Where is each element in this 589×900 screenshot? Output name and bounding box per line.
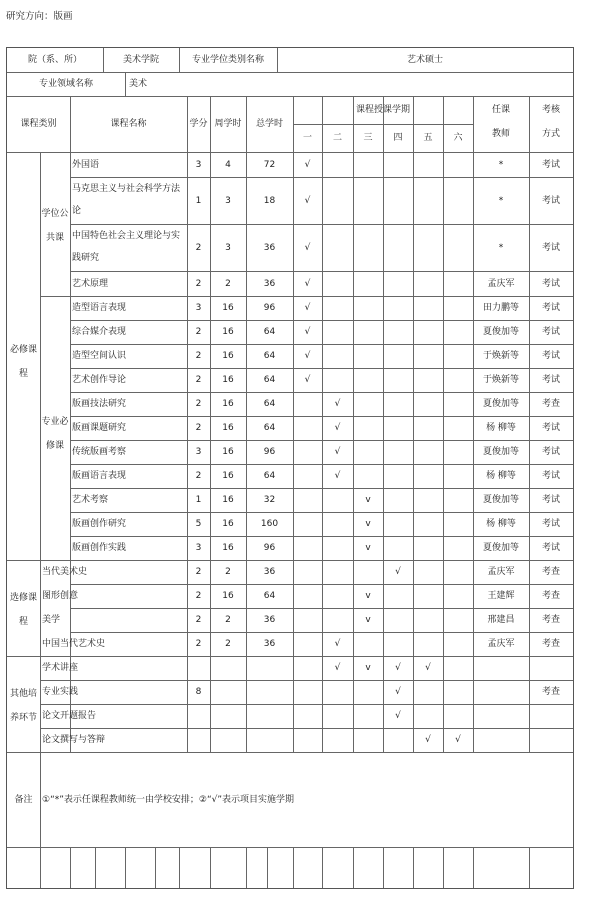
semester-mark: √ <box>455 735 461 745</box>
header-assess: 方式 <box>541 129 560 139</box>
course-name: 马克思主义与社会科学方法论 <box>72 184 181 216</box>
course-total-hours: 96 <box>263 303 276 313</box>
grid-line <box>7 847 573 848</box>
header-weekly-hours: 周学时 <box>214 119 242 129</box>
course-credits: 2 <box>195 615 202 625</box>
grid-line <box>210 847 211 888</box>
grid-line <box>383 96 384 752</box>
note-label: 备注 <box>14 794 33 805</box>
page-heading: 研究方向：版画 <box>6 11 73 22</box>
course-teacher: 夏俊加等 <box>482 447 519 457</box>
grid-line <box>7 96 573 97</box>
group-other: 养环节 <box>9 713 37 723</box>
course-name: 艺术原理 <box>72 278 109 289</box>
course-assessment: 考试 <box>541 519 560 529</box>
course-assessment: 考查 <box>541 591 560 601</box>
course-weekly-hours: 2 <box>225 615 231 625</box>
course-total-hours: 72 <box>263 159 276 170</box>
semester-mark: √ <box>395 663 401 673</box>
course-weekly-hours: 2 <box>225 639 231 649</box>
course-credits: 3 <box>195 447 202 457</box>
course-teacher: 于焕新等 <box>482 375 519 385</box>
course-weekly-hours: 3 <box>225 195 231 206</box>
group-elective: 选修课 <box>9 593 37 603</box>
course-credits: 2 <box>195 242 202 253</box>
course-assessment: 考试 <box>541 375 560 385</box>
grid-line <box>529 847 530 888</box>
header-semester-4: 四 <box>393 133 403 143</box>
grid-line <box>40 296 573 297</box>
course-name: 中国当代艺术史 <box>42 639 106 649</box>
course-credits: 2 <box>195 327 202 337</box>
semester-mark: v <box>365 543 371 553</box>
semester-mark: √ <box>304 278 311 289</box>
course-name: 综合媒介表现 <box>72 327 127 337</box>
course-name: 外国语 <box>72 159 100 170</box>
grid-line <box>125 847 126 888</box>
course-assessment: 考查 <box>541 567 560 577</box>
degree-value: 艺术硕士 <box>406 55 443 65</box>
grid-line <box>383 847 384 888</box>
course-credits: 2 <box>195 278 202 289</box>
course-name: 中国特色社会主义理论与实践研究 <box>72 231 181 263</box>
course-total-hours: 64 <box>263 471 276 481</box>
grid-line <box>125 72 126 96</box>
grid-line <box>40 560 41 752</box>
semester-mark: v <box>365 495 371 505</box>
dept-label: 院（系、所） <box>27 55 82 65</box>
course-teacher: 杨 柳等 <box>486 519 516 529</box>
grid-line <box>7 152 573 153</box>
degree-label: 专业学位类别名称 <box>191 55 264 65</box>
course-weekly-hours: 16 <box>222 591 234 601</box>
grid-line <box>473 847 474 888</box>
group-public: 学位公 <box>41 209 69 219</box>
course-weekly-hours: 2 <box>225 567 231 577</box>
course-name: 版画语言表现 <box>72 471 127 481</box>
training-item-name: 论文撰写与答辩 <box>42 735 106 745</box>
course-credits: 1 <box>195 195 202 206</box>
course-weekly-hours: 16 <box>222 495 234 505</box>
training-item-credits: 8 <box>195 687 202 697</box>
semester-mark: v <box>365 663 371 673</box>
training-item-name: 学术讲座 <box>42 663 79 673</box>
semester-mark: √ <box>334 423 341 433</box>
header-assess: 考核 <box>541 105 560 115</box>
group-major: 专业必 <box>41 417 69 427</box>
semester-mark: √ <box>304 159 311 170</box>
grid-line <box>246 847 247 888</box>
grid-line <box>40 728 573 729</box>
course-assessment: 考试 <box>541 303 560 313</box>
header-credits: 学分 <box>189 119 208 129</box>
course-total-hours: 160 <box>260 519 279 529</box>
course-teacher: * <box>498 159 504 170</box>
header-teacher: 任课 <box>491 105 510 115</box>
course-name: 版画技法研究 <box>72 399 127 409</box>
course-teacher: * <box>498 195 504 206</box>
grid-line <box>7 560 573 561</box>
group-required: 必修课 <box>9 345 37 355</box>
course-credits: 2 <box>195 375 202 385</box>
grid-line <box>413 96 414 752</box>
course-teacher: 邢建昌 <box>487 615 515 625</box>
grid-line <box>155 847 156 888</box>
semester-mark: √ <box>304 242 311 253</box>
course-credits: 3 <box>195 543 202 553</box>
training-item-name: 专业实践 <box>42 687 79 697</box>
course-assessment: 考查 <box>541 615 560 625</box>
course-teacher: 田力鹏等 <box>482 303 519 313</box>
course-total-hours: 64 <box>263 327 276 337</box>
course-teacher: 孟庆军 <box>487 567 515 577</box>
course-credits: 5 <box>195 519 202 529</box>
course-total-hours: 36 <box>263 242 276 253</box>
course-name: 造型空间认识 <box>72 351 127 361</box>
course-name: 当代美术史 <box>42 567 88 577</box>
note-text: ①“*”表示任课程教师统一由学校安排；②“√”表示项目实施学期 <box>42 794 295 805</box>
course-name: 造型语言表现 <box>72 303 127 313</box>
training-item-name: 论文开题报告 <box>42 711 97 721</box>
course-teacher: 夏俊加等 <box>482 495 519 505</box>
grid-line <box>267 847 268 888</box>
course-weekly-hours: 16 <box>222 351 234 361</box>
course-assessment: 考试 <box>541 242 560 253</box>
course-teacher: 杨 柳等 <box>486 423 516 433</box>
course-assessment: 考查 <box>541 399 560 409</box>
grid-line <box>7 656 573 657</box>
course-assessment: 考试 <box>541 195 560 206</box>
course-weekly-hours: 16 <box>222 327 234 337</box>
course-teacher: 王建辉 <box>487 591 515 601</box>
field-label: 专业领域名称 <box>38 79 93 89</box>
course-teacher: 夏俊加等 <box>482 543 519 553</box>
course-name: 版画课题研究 <box>72 423 127 433</box>
course-assessment: 考试 <box>541 423 560 433</box>
course-credits: 3 <box>195 159 202 170</box>
course-teacher: 夏俊加等 <box>482 327 519 337</box>
semester-mark: √ <box>334 471 341 481</box>
grid-line <box>7 752 573 753</box>
semester-mark: √ <box>395 687 401 697</box>
dept-value: 美术学院 <box>122 55 159 65</box>
course-total-hours: 64 <box>263 591 276 601</box>
header-semester-group: 课程授课学期 <box>355 105 410 115</box>
course-assessment: 考试 <box>541 351 560 361</box>
course-weekly-hours: 4 <box>225 159 231 170</box>
grid-line <box>40 752 41 847</box>
course-teacher: 于焕新等 <box>482 351 519 361</box>
grid-line <box>179 847 180 888</box>
course-weekly-hours: 3 <box>225 242 231 253</box>
grid-line <box>443 847 444 888</box>
semester-mark: √ <box>304 303 311 313</box>
grid-line <box>353 96 354 752</box>
semester-mark: v <box>365 615 371 625</box>
course-credits: 3 <box>195 303 202 313</box>
course-assessment: 考试 <box>541 447 560 457</box>
course-assessment: 考试 <box>541 471 560 481</box>
course-credits: 2 <box>195 639 202 649</box>
semester-mark: √ <box>395 711 401 721</box>
course-weekly-hours: 16 <box>222 303 234 313</box>
group-major: 修课 <box>45 441 64 451</box>
header-semester-2: 二 <box>332 133 342 143</box>
grid-line <box>70 96 71 752</box>
header-semester-5: 五 <box>423 133 433 143</box>
grid-line <box>443 96 444 752</box>
course-teacher: 孟庆军 <box>487 278 515 289</box>
course-total-hours: 32 <box>263 495 276 505</box>
course-total-hours: 36 <box>263 639 276 649</box>
header-teacher: 教师 <box>491 129 510 139</box>
semester-mark: √ <box>334 639 341 649</box>
course-credits: 2 <box>195 399 202 409</box>
course-total-hours: 64 <box>263 351 276 361</box>
course-name: 传统版画考察 <box>72 447 127 457</box>
group-public: 共课 <box>45 233 64 243</box>
semester-mark: √ <box>304 195 311 206</box>
semester-mark: v <box>365 519 371 529</box>
course-name: 美学 <box>42 615 61 625</box>
course-credits: 1 <box>195 495 202 505</box>
group-elective: 程 <box>18 617 28 627</box>
course-name: 版画创作研究 <box>72 519 127 529</box>
semester-mark: √ <box>334 447 341 457</box>
course-total-hours: 64 <box>263 423 276 433</box>
header-semester-6: 六 <box>453 133 463 143</box>
course-weekly-hours: 16 <box>222 375 234 385</box>
course-assessment: 考试 <box>541 159 560 170</box>
course-weekly-hours: 16 <box>222 471 234 481</box>
curriculum-table <box>6 47 574 889</box>
course-name: 版画创作实践 <box>72 543 127 553</box>
course-assessment: 考试 <box>541 278 560 289</box>
header-semester-3: 三 <box>363 133 373 143</box>
course-weekly-hours: 16 <box>222 519 234 529</box>
field-value: 美术 <box>129 79 148 89</box>
course-total-hours: 64 <box>263 399 276 409</box>
course-assessment: 考试 <box>541 327 560 337</box>
course-weekly-hours: 16 <box>222 543 234 553</box>
course-credits: 2 <box>195 471 202 481</box>
course-name: 艺术创作导论 <box>72 375 127 385</box>
course-total-hours: 36 <box>263 567 276 577</box>
course-total-hours: 36 <box>263 278 276 289</box>
grid-line <box>70 847 71 888</box>
training-item-assessment: 考查 <box>541 687 560 697</box>
semester-mark: √ <box>304 375 311 385</box>
grid-line <box>40 847 41 888</box>
grid-line <box>322 847 323 888</box>
grid-line <box>7 72 573 73</box>
semester-mark: √ <box>425 735 431 745</box>
grid-line <box>413 847 414 888</box>
course-total-hours: 36 <box>263 615 276 625</box>
semester-mark: √ <box>425 663 431 673</box>
semester-mark: √ <box>304 327 311 337</box>
course-total-hours: 96 <box>263 543 276 553</box>
grid-line <box>40 680 573 681</box>
course-total-hours: 64 <box>263 375 276 385</box>
header-category: 课程类别 <box>20 119 57 129</box>
semester-mark: v <box>365 591 371 601</box>
course-credits: 2 <box>195 591 202 601</box>
group-other: 其他培 <box>9 689 37 699</box>
course-weekly-hours: 2 <box>225 278 231 289</box>
course-assessment: 考查 <box>541 639 560 649</box>
group-required: 程 <box>18 369 28 379</box>
semester-mark: √ <box>334 663 341 673</box>
header-course-name: 课程名称 <box>110 119 147 129</box>
course-assessment: 考试 <box>541 543 560 553</box>
course-teacher: * <box>498 242 504 253</box>
course-teacher: 夏俊加等 <box>482 399 519 409</box>
course-name: 艺术考察 <box>72 495 109 505</box>
header-total-hours: 总学时 <box>255 119 283 129</box>
course-weekly-hours: 16 <box>222 423 234 433</box>
course-credits: 2 <box>195 423 202 433</box>
course-total-hours: 18 <box>263 195 276 206</box>
course-credits: 2 <box>195 567 202 577</box>
semester-mark: √ <box>304 351 311 361</box>
semester-mark: √ <box>395 567 401 577</box>
header-semester-1: 一 <box>302 133 312 143</box>
course-credits: 2 <box>195 351 202 361</box>
grid-line <box>95 847 96 888</box>
course-total-hours: 96 <box>263 447 276 457</box>
course-teacher: 杨 柳等 <box>486 471 516 481</box>
course-weekly-hours: 16 <box>222 399 234 409</box>
semester-mark: √ <box>334 399 341 409</box>
course-weekly-hours: 16 <box>222 447 234 457</box>
grid-line <box>293 847 294 888</box>
grid-line <box>353 847 354 888</box>
grid-line <box>40 704 573 705</box>
course-name: 图形创意 <box>42 591 79 601</box>
course-teacher: 孟庆军 <box>487 639 515 649</box>
course-assessment: 考试 <box>541 495 560 505</box>
